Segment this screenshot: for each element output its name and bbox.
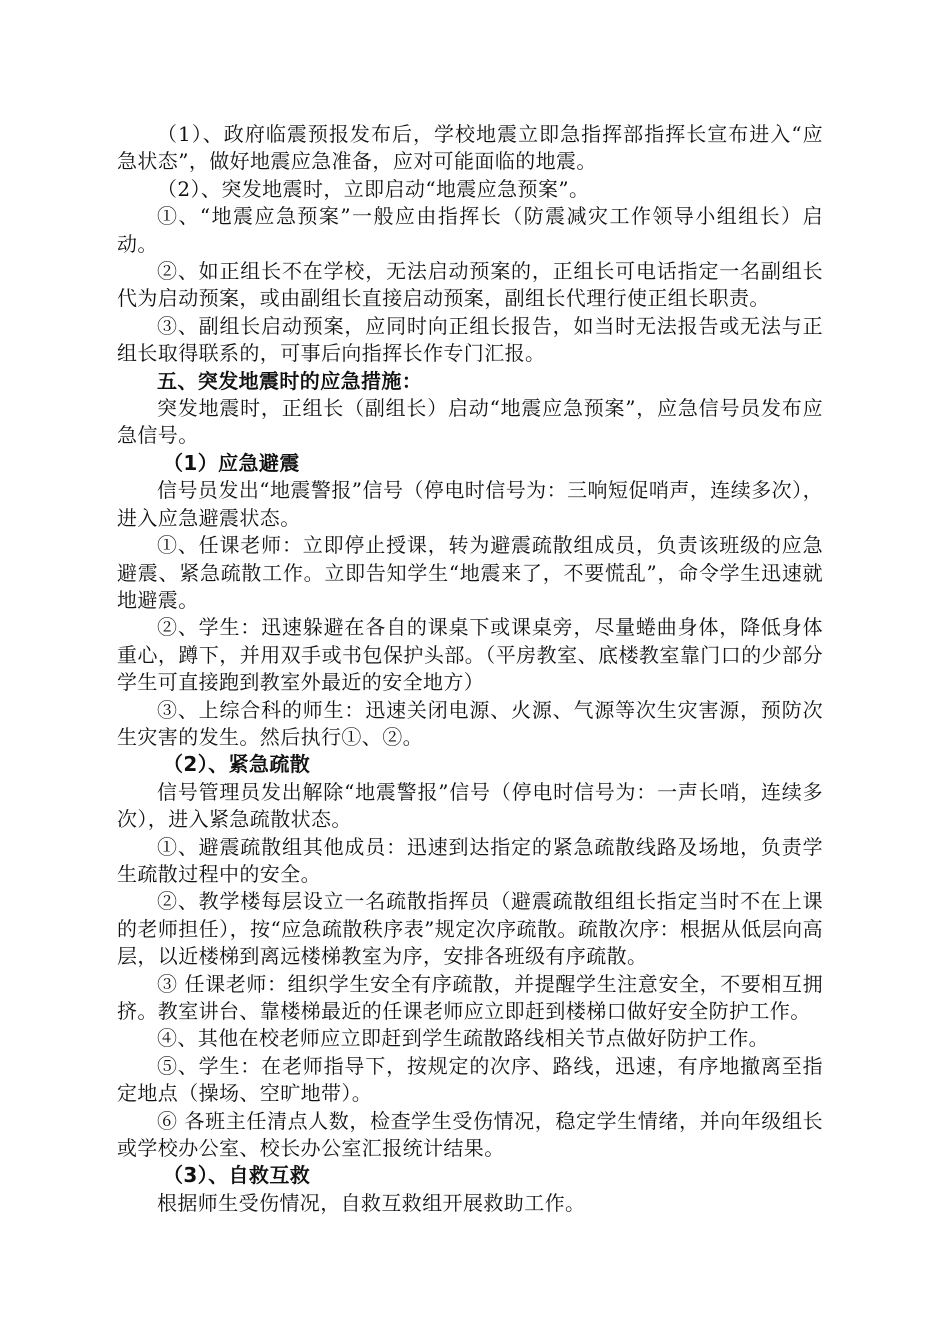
paragraph-headcount: ⑥ 各班主任清点人数，检查学生受伤情况，稳定学生情绪，并向年级组长或学校办公室、校长办公室汇报统计结果。 [117, 1108, 823, 1161]
paragraph-plan-item-1: ①、“地震应急预案”一般应由指挥长（防震减灾工作领导小组组长）启动。 [117, 204, 823, 256]
paragraph-floor-commander: ②、教学楼每层设立一名疏散指挥员（避震疏散组组长指定当时不在上课的老师担任），按“应急疏散秩序表”规定次序疏散。疏散次序：根据从低层向高层，以近楼梯到离远楼梯教室为序，安排各班级有序疏散。 [117, 889, 823, 969]
section-heading-emergency-measures: 五、突发地震时的应急措施： [157, 368, 423, 393]
paragraph-evacuation-group: ①、避震疏散组其他成员：迅速到达指定的紧急疏散线路及场地，负责学生疏散过程中的安全。 [117, 834, 823, 886]
document-page [117, 121, 823, 1217]
paragraph-plan-item-2: ②、如正组长不在学校，无法启动预案的，正组长可电话指定一名副组长代为启动预案，或由副组长直接启动预案，副组长代理行使正组长职责。 [117, 259, 823, 311]
subheading-self-rescue: （3）、自救互救 [163, 1163, 311, 1188]
paragraph-teacher-evacuation: ③ 任课老师：组织学生安全有序疏散，并提醒学生注意安全，不要相互拥挤。教室讲台、靠楼梯最近的任课老师应立即赶到楼梯口做好安全防护工作。 [117, 971, 823, 1023]
subheading-emergency-shelter: （1）应急避震 [163, 450, 300, 475]
paragraph-student-duty: ②、学生：迅速躲避在各自的课桌下或课桌旁，尽量蜷曲身体，降低身体重心，蹲下，并用双手或书包保护头部。（平房教室、底楼教室靠门口的少部分学生可直接跑到教室外最近的安全地方） [117, 615, 823, 695]
subheading-emergency-evacuation: （2）、紧急疏散 [163, 752, 311, 777]
paragraph-alarm-signal: 信号员发出“地震警报”信号（停电时信号为：三响短促哨声，连续多次），进入应急避震状态。 [117, 478, 823, 530]
paragraph-plan-item-3: ③、副组长启动预案，应同时向正组长报告，如当时无法报告或无法与正组长取得联系的，可事后向指挥长作专门汇报。 [117, 313, 823, 366]
paragraph-other-teachers: ④、其他在校老师应立即赶到学生疏散路线相关节点做好防护工作。 [157, 1026, 769, 1051]
paragraph-emergency-signal: 突发地震时，正组长（副组长）启动“地震应急预案”，应急信号员发布应急信号。 [117, 396, 823, 448]
paragraph-impending-warning: （1）、政府临震预报发布后，学校地震立即急指挥部指挥长宣布进入“应急状态”，做好地震应急准备，应对可能面临的地震。 [117, 122, 823, 174]
paragraph-rescue-work: 根据师生受伤情况，自救互救组开展救助工作。 [157, 1190, 586, 1215]
paragraph-teacher-duty: ①、任课老师：立即停止授课，转为避震疏散组成员，负责该班级的应急避震、紧急疏散工作。立即告知学生“地震来了，不要慌乱”，命令学生迅速就地避震。 [117, 533, 823, 612]
paragraph-sudden-quake: （2）、突发地震时，立即启动“地震应急预案”。 [157, 176, 590, 201]
paragraph-students-evacuate: ⑤、学生：在老师指导下，按规定的次序、路线，迅速，有序地撤离至指定地点（操场、空旷地带）。 [117, 1053, 823, 1106]
paragraph-lab-duty: ③、上综合科的师生：迅速关闭电源、火源、气源等次生灾害源，预防次生灾害的发生。然后执行①、②。 [117, 697, 823, 749]
paragraph-release-signal: 信号管理员发出解除“地震警报”信号（停电时信号为：一声长哨，连续多次），进入紧急疏散状态。 [117, 779, 823, 832]
